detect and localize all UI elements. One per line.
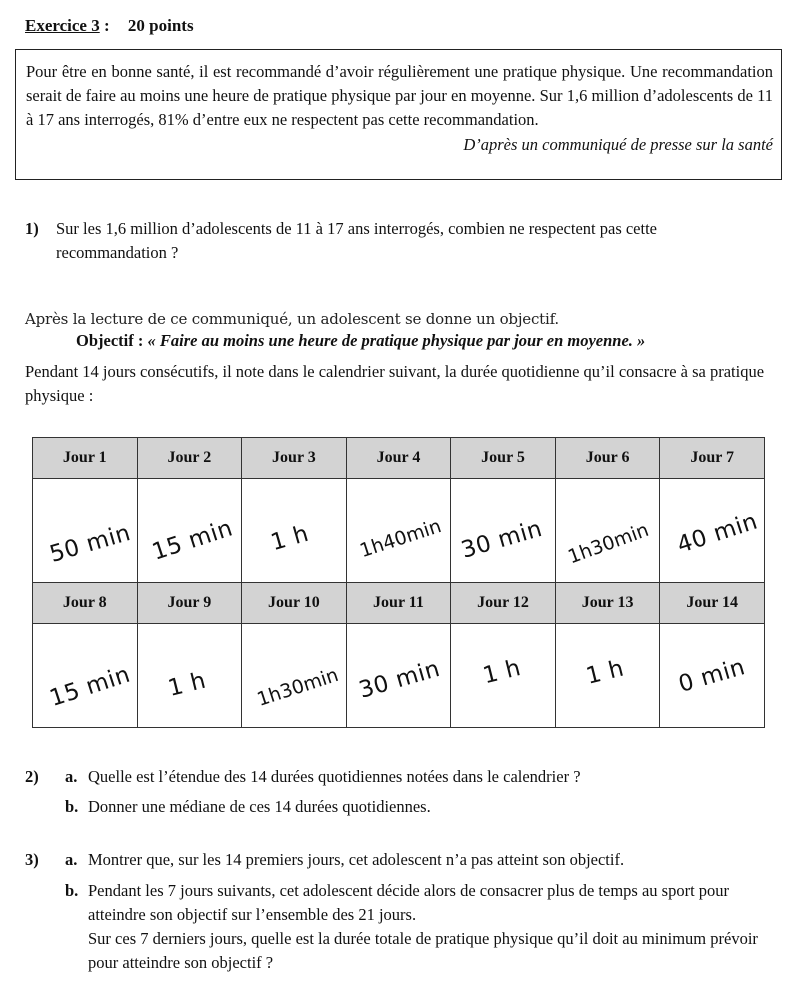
day-cell — [555, 624, 660, 728]
question-3a-text: Montrer que, sur les 14 premiers jours, cet adolescent n’a pas atteint son objectif. — [88, 850, 625, 869]
calendar-value-row — [33, 624, 765, 728]
day-header: Jour 4 — [346, 438, 451, 479]
question-2 — [25, 762, 775, 822]
exercise-points: 20 points — [127, 16, 194, 35]
day-cell — [33, 624, 138, 728]
duration-value: 1 h — [165, 667, 209, 702]
question-3a-label: a. — [65, 850, 78, 869]
question-1-number: 1) — [25, 219, 39, 238]
objective-line — [76, 331, 645, 351]
day-cell — [137, 624, 242, 728]
duration-value: 0 min — [675, 653, 749, 698]
duration-value: 1 h — [480, 654, 524, 689]
question-3 — [25, 848, 775, 975]
intro-pendant: Pendant 14 jours consécutifs, il note dans le calendrier suivant, la durée quotidienne qu’il consacre à sa pratique physique : — [25, 362, 765, 405]
day-cell — [346, 479, 451, 583]
day-header: Jour 6 — [555, 438, 660, 479]
exercise-title — [25, 16, 194, 36]
context-source: D’après un communiqué de presse sur la santé — [463, 135, 773, 154]
question-2-number: 2) — [25, 767, 39, 786]
intro-after: Après la lecture de ce communiqué, un adolescent se donne un objectif. — [25, 310, 559, 328]
day-cell — [660, 479, 765, 583]
day-cell — [346, 624, 451, 728]
title-separator: : — [99, 16, 110, 35]
day-cell — [137, 479, 242, 583]
question-3-number: 3) — [25, 850, 39, 869]
duration-value: 1h30min — [254, 663, 342, 711]
day-header: Jour 7 — [660, 438, 765, 479]
day-cell — [660, 624, 765, 728]
duration-value: 1h30min — [564, 518, 652, 568]
duration-value: 1 h — [583, 654, 627, 690]
day-header: Jour 1 — [33, 438, 138, 479]
duration-value: 50 min — [47, 519, 135, 568]
day-cell — [242, 624, 347, 728]
objective-text: « Faire au moins une heure de pratique physique par jour en moyenne. » — [147, 331, 646, 350]
duration-value: 30 min — [356, 655, 444, 704]
question-3b-text-1: Pendant les 7 jours suivants, cet adolescent décide alors de consacrer plus de temps au sport pour atteindre son objectif sur l’ensemble des 21 jours. — [88, 881, 730, 924]
calendar-header-row — [33, 583, 765, 624]
day-cell — [555, 479, 660, 583]
day-header: Jour 11 — [346, 583, 451, 624]
question-3b-label: b. — [65, 881, 79, 900]
day-cell — [451, 624, 556, 728]
day-cell — [33, 479, 138, 583]
context-box — [15, 49, 782, 180]
duration-value: 1 h — [267, 520, 312, 556]
duration-value: 30 min — [457, 515, 545, 564]
question-3b-text-2: Sur ces 7 derniers jours, quelle est la durée totale de pratique physique qu’il doit au minimum prévoir pour atteindre son objectif ? — [88, 929, 758, 972]
question-2a-label: a. — [65, 767, 78, 786]
duration-value: 1h40min — [357, 514, 445, 562]
question-2b-text: Donner une médiane de ces 14 durées quotidiennes. — [88, 797, 431, 816]
calendar-table — [32, 437, 765, 728]
exercise-number: Exercice 3 — [25, 16, 100, 35]
day-cell — [451, 479, 556, 583]
day-header: Jour 8 — [33, 583, 138, 624]
day-header: Jour 3 — [242, 438, 347, 479]
day-header: Jour 14 — [660, 583, 765, 624]
day-header: Jour 12 — [451, 583, 556, 624]
calendar-value-row — [33, 479, 765, 583]
calendar-header-row — [33, 438, 765, 479]
day-cell — [242, 479, 347, 583]
question-2a-text: Quelle est l’étendue des 14 durées quotidiennes notées dans le calendrier ? — [88, 767, 581, 786]
question-1 — [25, 217, 765, 265]
day-header: Jour 13 — [555, 583, 660, 624]
day-header: Jour 9 — [137, 583, 242, 624]
objective-label: Objectif : — [76, 331, 144, 350]
day-header: Jour 5 — [451, 438, 556, 479]
context-text: Pour être en bonne santé, il est recommandé d’avoir régulièrement une pratique physique. Une recommandation serait de faire au moins une heure de pratique physique par jour en moyenne. Sur 1,6 million d’adolescents de 11 à 17 ans interrogés, 81% d’entre eux ne respectent pas cette recommandation. — [26, 62, 773, 129]
duration-value: 15 min — [148, 514, 236, 566]
duration-value: 40 min — [673, 507, 761, 559]
duration-value: 15 min — [46, 661, 134, 712]
day-header: Jour 10 — [242, 583, 347, 624]
question-2b-label: b. — [65, 797, 79, 816]
question-1-text: Sur les 1,6 million d’adolescents de 11 à 17 ans interrogés, combien ne respectent pas cette recommandation ? — [56, 219, 658, 262]
day-header: Jour 2 — [137, 438, 242, 479]
